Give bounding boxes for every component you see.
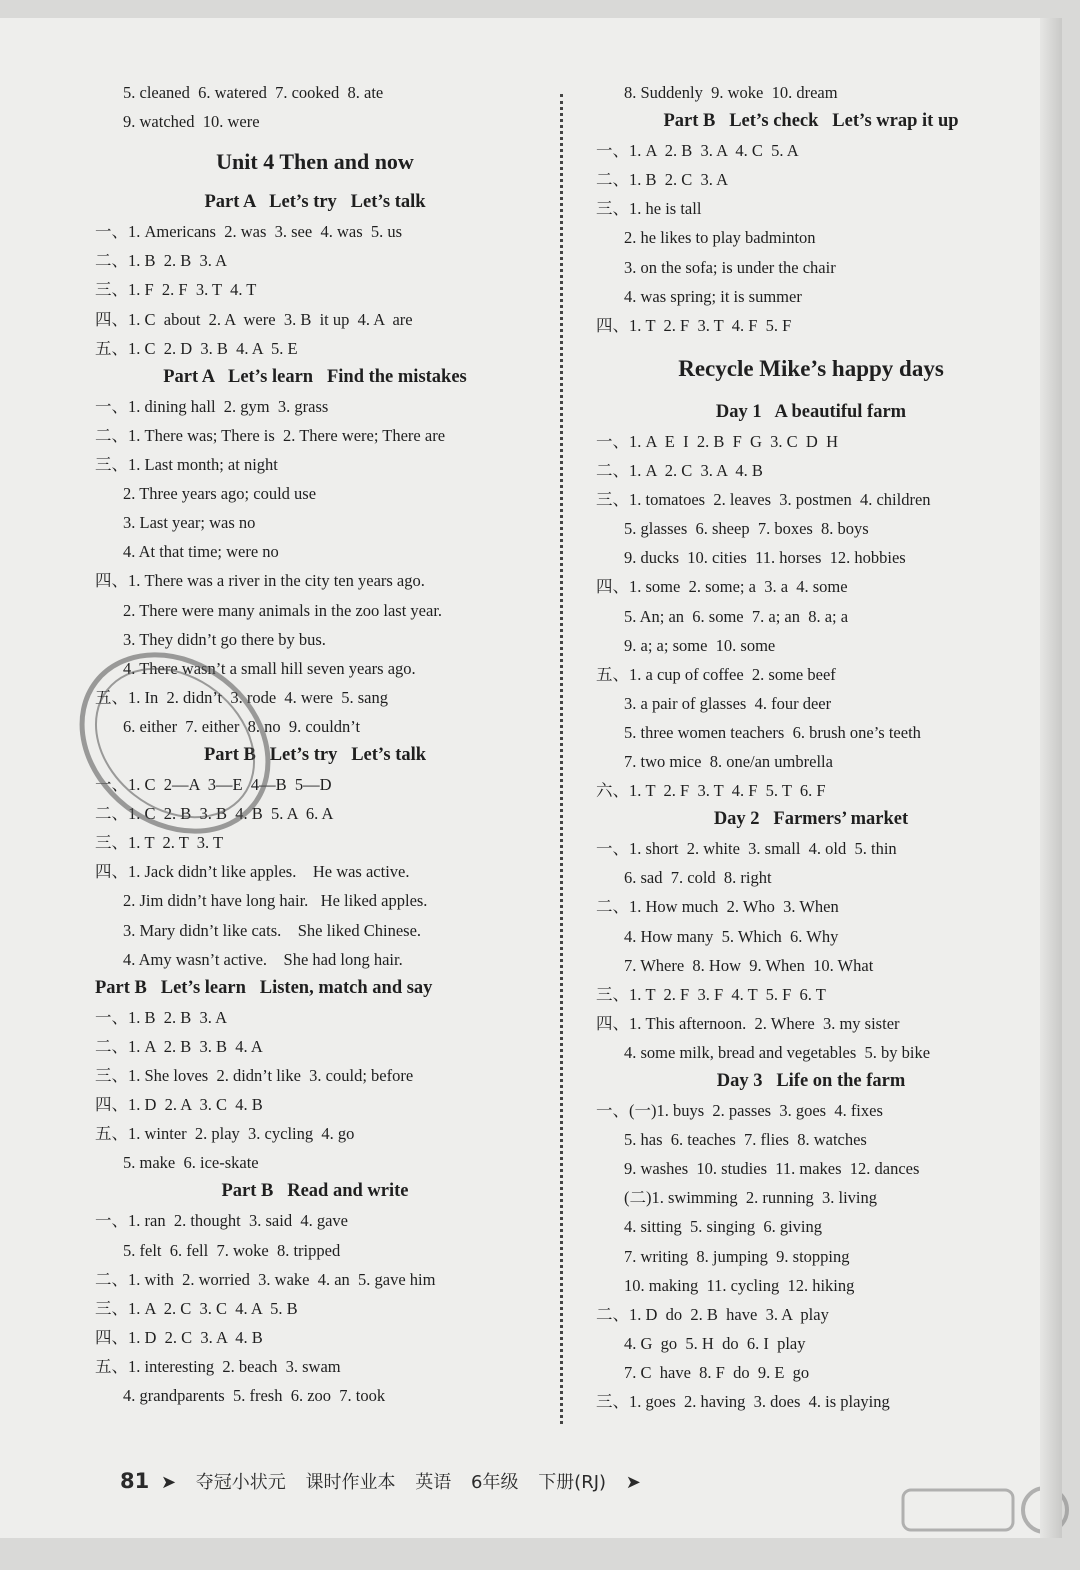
unit-title: Unit 4 Then and now: [216, 149, 414, 175]
answer-line: 2. Jim didn’t have long hair. He liked apples.: [123, 891, 428, 911]
answer-line: 7. writing 8. jumping 9. stopping: [624, 1246, 850, 1266]
answer-line: 8. Suddenly 9. woke 10. dream: [624, 83, 838, 102]
answer-line: 二、1. A 2. B 3. B 4. A: [95, 1036, 263, 1056]
answer-line: 三、1. goes 2. having 3. does 4. is playing: [596, 1392, 890, 1412]
answer-line: 4. was spring; it is summer: [624, 286, 802, 306]
answer-line: 4. At that time; were no: [123, 542, 279, 562]
answer-line: 四、1. Jack didn’t like apples. He was active.: [95, 862, 410, 882]
answer-line: 二、1. How much 2. Who 3. When: [596, 897, 839, 917]
section-heading: Day 1 A beautiful farm: [715, 401, 907, 422]
answer-line: 三、1. She loves 2. didn’t like 3. could; before: [95, 1066, 414, 1085]
page-footer: [120, 1468, 655, 1494]
answer-line: 三、1. F 2. F 3. T 4. T: [95, 280, 257, 300]
answer-line: (二)1. swimming 2. running 3. living: [624, 1188, 877, 1208]
answer-line: 5. cleaned 6. watered 7. cooked 8. ate: [123, 83, 384, 102]
section-heading: Part B Let’s check Let’s wrap it up: [663, 111, 959, 132]
column-divider: [560, 94, 563, 1424]
answer-line: 9. watched 10. were: [123, 112, 260, 132]
answer-line: 3. They didn’t go there by bus.: [123, 629, 326, 649]
answer-line: 7. two mice 8. one/an umbrella: [624, 751, 833, 771]
answer-line: 四、1. There was a river in the city ten years ago.: [95, 571, 425, 591]
answer-line: 五、1. C 2. D 3. B 4. A 5. E: [95, 338, 298, 358]
answer-line: 4. grandparents 5. fresh 6. zoo 7. took: [123, 1386, 386, 1406]
answer-line: 一、1. B 2. B 3. A: [95, 1007, 228, 1027]
recycle-title: Recycle Mike’s happy days: [678, 355, 944, 381]
answer-line: 五、1. In 2. didn’t 3. rode 4. were 5. sang: [95, 687, 388, 707]
answer-line: 7. Where 8. How 9. When 10. What: [624, 955, 874, 975]
answer-line: 3. Last year; was no: [123, 513, 256, 533]
answer-line: 一、1. Americans 2. was 3. see 4. was 5. us: [95, 222, 403, 242]
answer-line: 六、1. T 2. F 3. T 4. F 5. T 6. F: [596, 781, 826, 801]
answer-line: 4. There wasn’t a small hill seven years ago.: [123, 658, 416, 678]
answer-line: 四、1. T 2. F 3. T 4. F 5. F: [596, 315, 792, 335]
answer-line: 9. a; a; some 10. some: [624, 635, 776, 655]
section-heading: Day 2 Farmers’ market: [713, 809, 909, 830]
section-heading: Part B Let’s learn Listen, match and say: [95, 977, 433, 998]
book-name: 课时作业本: [305, 1472, 396, 1493]
watermark-corner-logo: [895, 1480, 1075, 1570]
answer-line: 4. sitting 5. singing 6. giving: [624, 1217, 823, 1237]
answer-line: 三、1. A 2. C 3. C 4. A 5. B: [95, 1298, 298, 1318]
answer-line: 三、1. tomatoes 2. leaves 3. postmen 4. children: [596, 490, 931, 510]
answer-line: 二、1. C 2. B 3. B 4. B 5. A 6. A: [95, 804, 334, 824]
arrow-icon: ➤: [160, 1472, 177, 1493]
answer-line: 一、1. ran 2. thought 3. said 4. gave: [95, 1211, 348, 1231]
answer-page: [0, 18, 1062, 1538]
answer-line: 四、1. some 2. some; a 3. a 4. some: [596, 577, 848, 597]
answer-line: 4. Amy wasn’t active. She had long hair.: [123, 949, 403, 969]
answer-line: 5. glasses 6. sheep 7. boxes 8. boys: [624, 519, 869, 539]
answer-line: 3. Mary didn’t like cats. She liked Chinese.: [123, 920, 422, 940]
answer-line: 6. sad 7. cold 8. right: [624, 868, 772, 888]
answer-line: 二、1. There was; There is 2. There were; There are: [95, 425, 446, 445]
answer-line: 10. making 11. cycling 12. hiking: [624, 1275, 855, 1295]
series-name: 夺冠小状元: [195, 1472, 286, 1493]
answer-line: 7. C have 8. F do 9. E go: [624, 1362, 810, 1382]
answer-line: 一、1. dining hall 2. gym 3. grass: [95, 396, 329, 416]
right-column: [596, 78, 1026, 1416]
answer-line: 二、1. B 2. C 3. A: [596, 170, 729, 190]
answer-line: 四、1. C about 2. A were 3. B it up 4. A are: [95, 309, 413, 329]
answer-line: 5. felt 6. fell 7. woke 8. tripped: [123, 1240, 341, 1260]
answer-line: 2. he likes to play badminton: [624, 228, 816, 248]
answer-line: 一、1. A E I 2. B F G 3. C D H: [596, 431, 839, 451]
answer-line: 3. on the sofa; is under the chair: [624, 257, 836, 277]
answer-line: 4. some milk, bread and vegetables 5. by bike: [624, 1042, 931, 1062]
answer-line: 三、1. he is tall: [596, 199, 702, 219]
answer-line: 5. has 6. teaches 7. flies 8. watches: [624, 1130, 867, 1150]
answer-line: 一、1. C 2—A 3—E 4—B 5—D: [95, 775, 332, 795]
answer-line: 三、1. T 2. F 3. F 4. T 5. F 6. T: [596, 984, 826, 1004]
answer-line: 5. make 6. ice-skate: [123, 1153, 259, 1173]
answer-line: 五、1. interesting 2. beach 3. swam: [95, 1356, 341, 1376]
answer-line: 二、1. A 2. C 3. A 4. B: [596, 461, 763, 481]
section-heading: Part A Let’s learn Find the mistakes: [163, 366, 467, 387]
arrow-icon: ➤: [625, 1472, 641, 1493]
answer-line: 三、1. T 2. T 3. T: [95, 833, 224, 853]
section-heading: Part B Read and write: [221, 1181, 409, 1202]
answer-line: 9. washes 10. studies 11. makes 12. dances: [624, 1159, 920, 1179]
answer-line: 四、1. D 2. A 3. C 4. B: [95, 1095, 263, 1115]
answer-line: 4. G go 5. H do 6. I play: [624, 1333, 806, 1353]
answer-line: 5. An; an 6. some 7. a; an 8. a; a: [624, 606, 849, 626]
answer-line: 2. There were many animals in the zoo last year.: [123, 600, 443, 620]
answer-line: 四、1. This afternoon. 2. Where 3. my sister: [596, 1013, 900, 1033]
answer-line: 二、1. with 2. worried 3. wake 4. an 5. gave him: [95, 1269, 436, 1289]
answer-line: 一、1. short 2. white 3. small 4. old 5. thin: [596, 839, 897, 859]
answer-line: 4. How many 5. Which 6. Why: [624, 926, 839, 946]
answer-line: 6. either 7. either 8. no 9. couldn’t: [123, 716, 361, 736]
answer-line: 四、1. D 2. C 3. A 4. B: [95, 1327, 263, 1347]
answer-line: 3. a pair of glasses 4. four deer: [624, 693, 832, 713]
answer-line: 一、1. A 2. B 3. A 4. C 5. A: [596, 141, 799, 161]
answer-line: 二、1. D do 2. B have 3. A play: [596, 1304, 829, 1324]
volume: 下册(RJ): [538, 1472, 607, 1493]
answer-line: 五、1. winter 2. play 3. cycling 4. go: [95, 1124, 355, 1144]
answer-line: 9. ducks 10. cities 11. horses 12. hobbies: [624, 548, 906, 568]
grade: 6年级: [471, 1472, 519, 1493]
section-heading: Day 3 Life on the farm: [716, 1071, 906, 1091]
answer-line: 三、1. Last month; at night: [95, 455, 278, 475]
subject: 英语: [415, 1472, 452, 1493]
answer-line: 一、(一)1. buys 2. passes 3. goes 4. fixes: [596, 1101, 883, 1121]
answer-line: 5. three women teachers 6. brush one’s teeth: [624, 722, 921, 742]
answer-line: 2. Three years ago; could use: [123, 484, 317, 504]
answer-line: 五、1. a cup of coffee 2. some beef: [596, 664, 836, 684]
answer-line: 二、1. B 2. B 3. A: [95, 251, 228, 271]
watermark-stamp: [50, 618, 300, 868]
section-heading: Part B Let’s try Let’s talk: [203, 744, 427, 765]
page-number: 81: [120, 1469, 150, 1493]
section-heading: Part A Let’s try Let’s talk: [204, 192, 426, 213]
